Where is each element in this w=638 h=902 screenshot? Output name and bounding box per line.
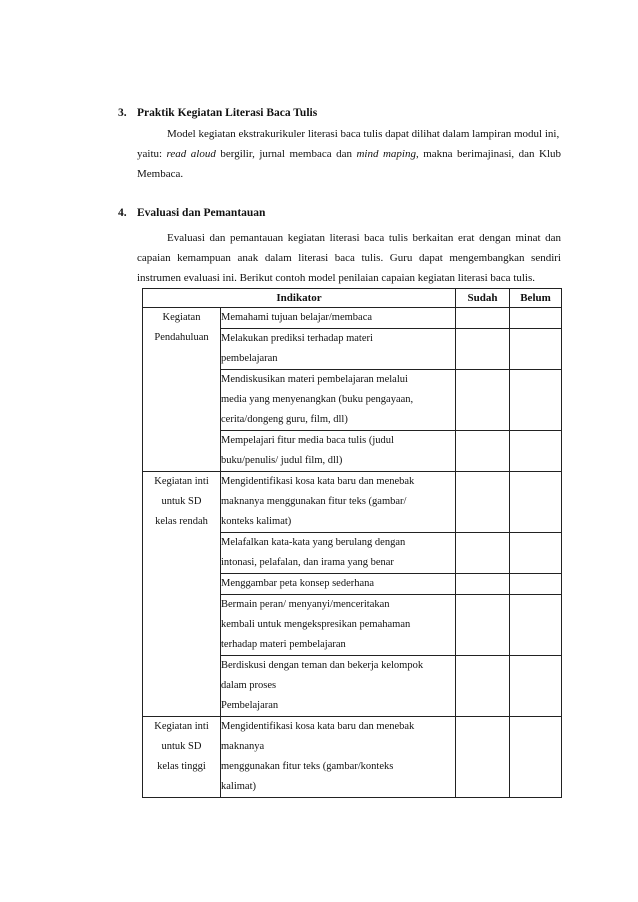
indicator-text-line: terhadap materi pembelajaran <box>221 639 346 650</box>
indicator-text-line: pembelajaran <box>221 353 278 364</box>
indicator-cell <box>221 431 456 472</box>
indicator-text-line: konteks kalimat) <box>221 516 292 527</box>
indicator-text-line: Melafalkan kata-kata yang berulang dengan <box>221 537 406 548</box>
section-3-number: 3. <box>118 107 127 119</box>
text-fragment: yaitu: <box>137 148 167 160</box>
check-cell-belum[interactable] <box>510 431 562 472</box>
indicator-cell <box>221 717 456 798</box>
header-belum: Belum <box>510 289 562 308</box>
indicator-cell <box>221 308 456 329</box>
check-cell-sudah[interactable] <box>456 533 510 574</box>
check-cell-sudah[interactable] <box>456 308 510 329</box>
indicator-text-line: menggunakan fitur teks (gambar/konteks <box>221 761 394 772</box>
table-row <box>143 717 562 798</box>
section-4-number: 4. <box>118 207 127 219</box>
indicator-text-line: Mendiskusikan materi pembelajaran melalui <box>221 374 408 385</box>
indicator-cell <box>221 656 456 717</box>
indicator-text-line: cerita/dongeng guru, film, dll) <box>221 414 348 425</box>
indicator-text-line: Mengidentifikasi kosa kata baru dan menebak <box>221 721 415 732</box>
indicator-cell <box>221 370 456 431</box>
indicator-text-line: Mengidentifikasi kosa kata baru dan menebak <box>221 476 415 487</box>
section-4-line-1: Evaluasi dan pemantauan kegiatan literasi baca tulis berkaitan erat dengan minat dan <box>167 232 561 244</box>
stage-cell <box>143 472 221 717</box>
check-cell-sudah[interactable] <box>456 431 510 472</box>
stage-cell <box>143 717 221 798</box>
indicator-text-line: intonasi, pelafalan, dan irama yang benar <box>221 557 394 568</box>
section-3-body <box>137 124 561 184</box>
check-cell-belum[interactable] <box>510 308 562 329</box>
section-3-line-3: Membaca. <box>137 168 184 180</box>
check-cell-belum[interactable] <box>510 595 562 656</box>
section-4-line-2: capaian kemampuan anak dalam literasi baca tulis. Guru dapat mengembangkan sendiri <box>137 252 561 264</box>
stage-label-line: Kegiatan inti <box>154 476 209 487</box>
stage-label-line: Pendahuluan <box>154 332 209 343</box>
indicator-text-line: kalimat) <box>221 781 256 792</box>
stage-label-line: kelas tinggi <box>157 761 206 772</box>
indicator-cell <box>221 329 456 370</box>
indicator-text-line: Bermain peran/ menyanyi/menceritakan <box>221 599 390 610</box>
italic-term: read aloud <box>166 148 216 160</box>
stage-label-line: kelas rendah <box>155 516 208 527</box>
indicator-cell <box>221 472 456 533</box>
indicator-text-line: Mempelajari fitur media baca tulis (judul <box>221 435 394 446</box>
section-4-body <box>137 228 561 288</box>
indicator-text-line: maknanya <box>221 741 265 752</box>
check-cell-sudah[interactable] <box>456 472 510 533</box>
indicator-cell <box>221 533 456 574</box>
indicator-text-line: dalam proses <box>221 680 277 691</box>
check-cell-sudah[interactable] <box>456 656 510 717</box>
section-4-title: Evaluasi dan Pemantauan <box>137 207 266 219</box>
check-cell-belum[interactable] <box>510 370 562 431</box>
indicator-text-line: maknanya menggunakan fitur teks (gambar/ <box>221 496 407 507</box>
stage-label-line: Kegiatan <box>162 312 201 323</box>
check-cell-sudah[interactable] <box>456 329 510 370</box>
check-cell-sudah[interactable] <box>456 595 510 656</box>
stage-label-line: untuk SD <box>161 496 202 507</box>
section-3-line-1: Model kegiatan ekstrakurikuler literasi baca tulis dapat dilihat dalam lampiran modul ini, <box>167 128 560 140</box>
check-cell-belum[interactable] <box>510 533 562 574</box>
check-cell-belum[interactable] <box>510 574 562 595</box>
header-sudah: Sudah <box>456 289 510 308</box>
header-indikator: Indikator <box>143 289 456 308</box>
indicator-text-line: media yang menyenangkan (buku pengayaan, <box>221 394 414 405</box>
section-3-line-2 <box>137 144 561 164</box>
indicator-text-line: Melakukan prediksi terhadap materi <box>221 333 373 344</box>
check-cell-sudah[interactable] <box>456 370 510 431</box>
table-body <box>143 308 562 798</box>
indicator-text-line: buku/penulis/ judul film, dll) <box>221 455 343 466</box>
table-row <box>143 308 562 329</box>
text-fragment: bergilir, jurnal membaca dan <box>215 148 357 160</box>
stage-label-line: Kegiatan inti <box>154 721 209 732</box>
indicator-cell <box>221 595 456 656</box>
section-3-title: Praktik Kegiatan Literasi Baca Tulis <box>137 107 318 119</box>
text-fragment: , makna berimajinasi, dan Klub <box>415 148 562 160</box>
table-row <box>143 472 562 533</box>
indicator-text-line: kembali untuk mengekspresikan pemahaman <box>221 619 411 630</box>
indicator-cell <box>221 574 456 595</box>
italic-term: mind maping <box>356 148 416 160</box>
check-cell-belum[interactable] <box>510 329 562 370</box>
indicator-text-line: Memahami tujuan belajar/membaca <box>221 312 373 323</box>
check-cell-belum[interactable] <box>510 656 562 717</box>
indicator-text-line: Menggambar peta konsep sederhana <box>221 578 375 589</box>
check-cell-sudah[interactable] <box>456 717 510 798</box>
stage-cell <box>143 308 221 472</box>
stage-label-line: untuk SD <box>161 741 202 752</box>
check-cell-belum[interactable] <box>510 472 562 533</box>
check-cell-belum[interactable] <box>510 717 562 798</box>
table-header-row <box>143 289 562 308</box>
indicator-text-line: Pembelajaran <box>221 700 279 711</box>
assessment-table <box>142 288 562 798</box>
check-cell-sudah[interactable] <box>456 574 510 595</box>
section-4-line-3: instrumen evaluasi ini. Berikut contoh model penilaian capaian kegiatan literasi baca tulis. <box>137 272 536 284</box>
indicator-text-line: Berdiskusi dengan teman dan bekerja kelompok <box>221 660 424 671</box>
